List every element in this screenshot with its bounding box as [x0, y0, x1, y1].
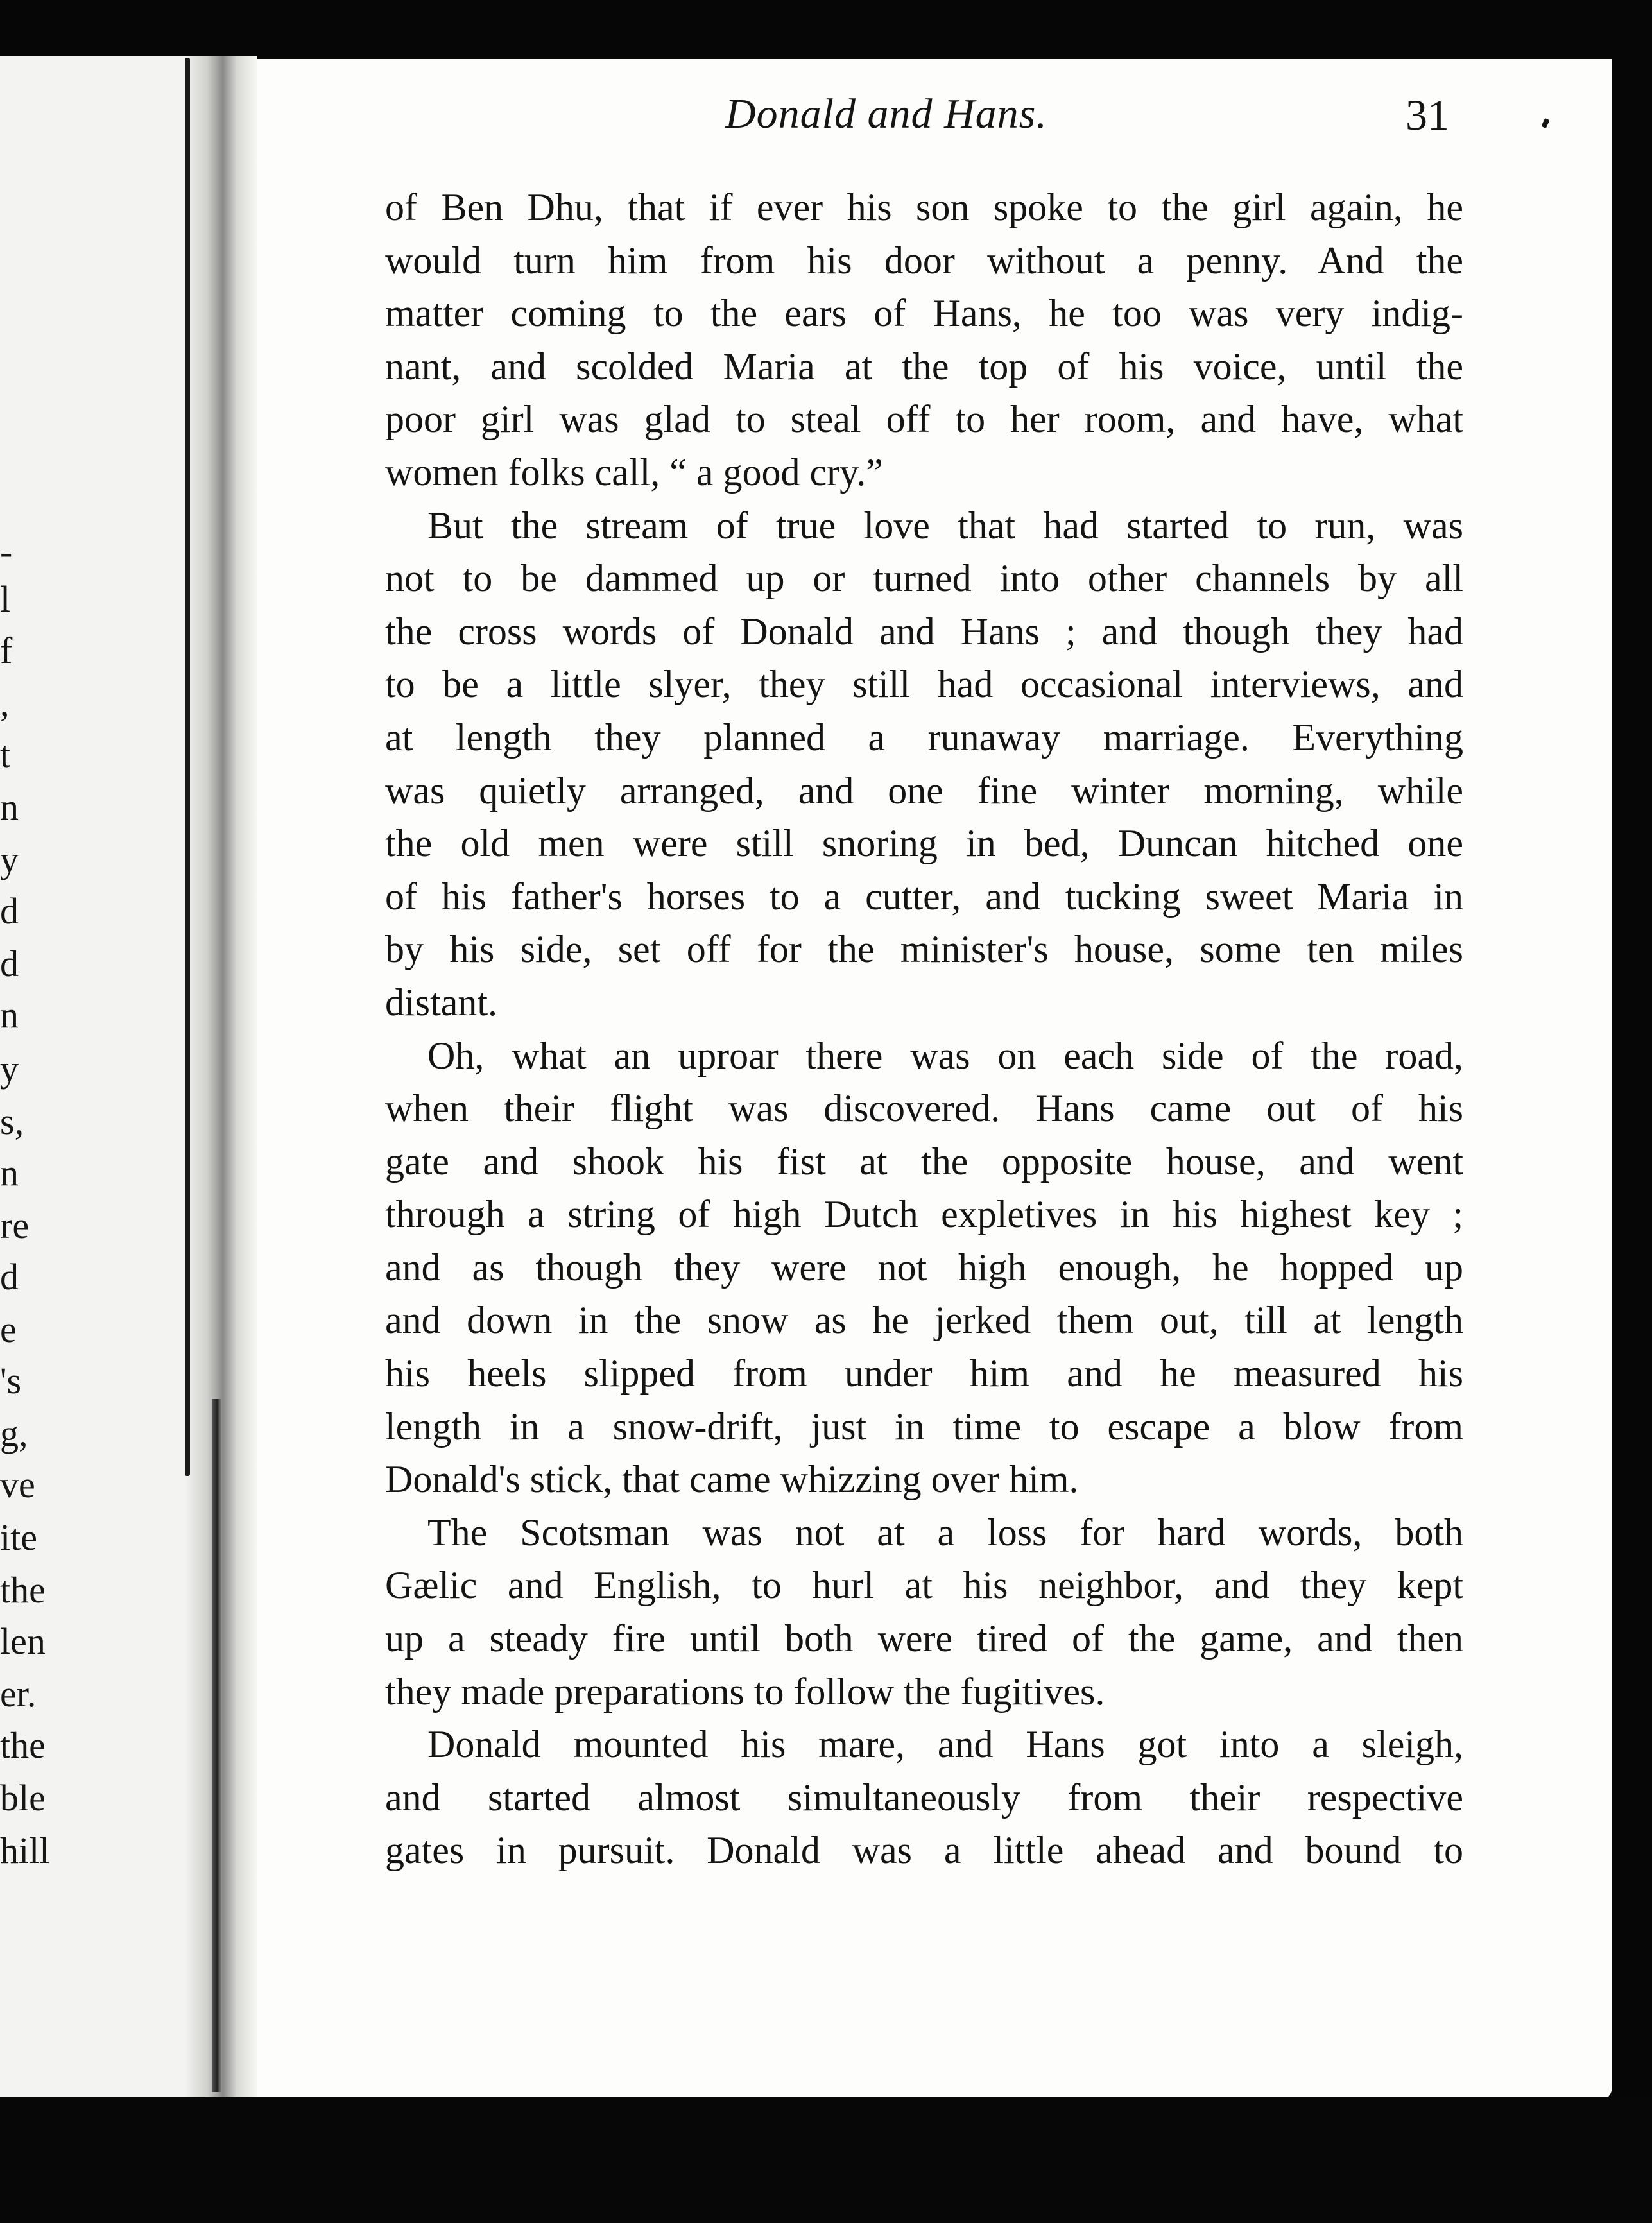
text-line: and started almost simultaneously from their respective — [385, 1776, 1463, 1819]
scan-background-bottom — [0, 2097, 1652, 2223]
text-line: The Scotsman was not at a loss for hard words, both — [427, 1511, 1463, 1554]
text-line: nant, and scolded Maria at the top of his voice, until the — [385, 345, 1463, 388]
text-line: distant. — [385, 981, 497, 1024]
text-line: But the stream of true love that had started to run, was — [427, 504, 1463, 547]
text-line: was quietly arranged, and one fine winter morning, while — [385, 769, 1463, 812]
line-fragment: hill — [0, 1830, 50, 1871]
line-fragment: d — [0, 890, 19, 932]
line-fragment: d — [0, 1256, 19, 1298]
text-line: not to be dammed up or turned into other channels by all — [385, 557, 1463, 600]
text-line: at length they planned a runaway marriage. Everything — [385, 716, 1463, 759]
text-line: Donald's stick, that came whizzing over him. — [385, 1458, 1079, 1501]
text-line: and down in the snow as he jerked them out, till at length — [385, 1299, 1463, 1342]
line-fragment: er. — [0, 1673, 37, 1715]
line-fragment: - — [0, 531, 13, 572]
text-line: the old men were still snoring in bed, Duncan hitched one — [385, 822, 1463, 865]
page-header — [725, 90, 1463, 141]
text-line: to be a little slyer, they still had occasional interviews, and — [385, 663, 1463, 706]
text-line: up a steady fire until both were tired of the game, and then — [385, 1617, 1463, 1660]
text-line: length in a snow-drift, just in time to escape a blow from — [385, 1405, 1463, 1448]
text-line: when their flight was discovered. Hans came out of his — [385, 1087, 1463, 1130]
line-fragment: ble — [0, 1777, 46, 1819]
text-line: gate and shook his fist at the opposite house, and went — [385, 1140, 1463, 1183]
text-line: by his side, set off for the minister's house, some ten miles — [385, 928, 1463, 971]
line-fragment: d — [0, 943, 19, 984]
previous-page-edge — [0, 56, 212, 2097]
line-fragment: , — [0, 682, 10, 724]
text-line: poor girl was glad to steal off to her room, and have, what — [385, 398, 1463, 441]
line-fragment: g, — [0, 1412, 28, 1454]
binding-edge-lower — [212, 1399, 221, 2092]
text-line: of Ben Dhu, that if ever his son spoke to the girl again, he — [385, 186, 1463, 228]
line-fragment: t — [0, 734, 11, 775]
text-line: the cross words of Donald and Hans ; and though they had — [385, 610, 1463, 653]
line-fragment: ite — [0, 1516, 37, 1558]
line-fragment: 's — [0, 1360, 22, 1402]
line-fragment: n — [0, 1152, 19, 1194]
line-fragment: re — [0, 1205, 30, 1246]
line-fragment: l — [0, 578, 11, 620]
running-title: Donald and Hans. — [725, 90, 1047, 137]
text-line: gates in pursuit. Donald was a little ahead and bound to — [385, 1829, 1463, 1872]
line-fragment: len — [0, 1620, 46, 1662]
line-fragment: the — [0, 1569, 46, 1611]
text-line: Gælic and English, to hurl at his neighbor, and they kept — [385, 1564, 1463, 1607]
text-line: would turn him from his door without a penny. And the — [385, 239, 1463, 282]
line-fragment: y — [0, 1048, 19, 1090]
text-line: Oh, what an uproar there was on each side of the road, — [427, 1034, 1463, 1077]
line-fragment: n — [0, 786, 19, 828]
text-line: matter coming to the ears of Hans, he too was very indig- — [385, 292, 1463, 335]
text-line: and as though they were not high enough, he hopped up — [385, 1246, 1463, 1289]
text-line: his heels slipped from under him and he measured his — [385, 1352, 1463, 1395]
line-fragment: the — [0, 1724, 46, 1766]
text-line: through a string of high Dutch expletives in his highest key ; — [385, 1193, 1463, 1236]
text-line: they made preparations to follow the fugitives. — [385, 1670, 1105, 1713]
line-fragment: ve — [0, 1464, 35, 1506]
body-text — [385, 181, 1463, 1877]
line-fragment: f — [0, 630, 13, 671]
page-number: 31 — [1406, 90, 1449, 139]
line-fragment: e — [0, 1309, 17, 1350]
line-fragment: s, — [0, 1101, 24, 1142]
line-fragment: y — [0, 839, 19, 880]
gutter-shadow — [186, 56, 257, 2097]
previous-page-line-endings — [0, 56, 64, 2097]
binding-edge — [185, 58, 190, 1476]
line-fragment: n — [0, 994, 19, 1036]
text-line: Donald mounted his mare, and Hans got into a sleigh, — [427, 1723, 1463, 1766]
text-line: women folks call, “ a good cry.” — [385, 451, 883, 494]
text-line: of his father's horses to a cutter, and tucking sweet Maria in — [385, 875, 1463, 918]
